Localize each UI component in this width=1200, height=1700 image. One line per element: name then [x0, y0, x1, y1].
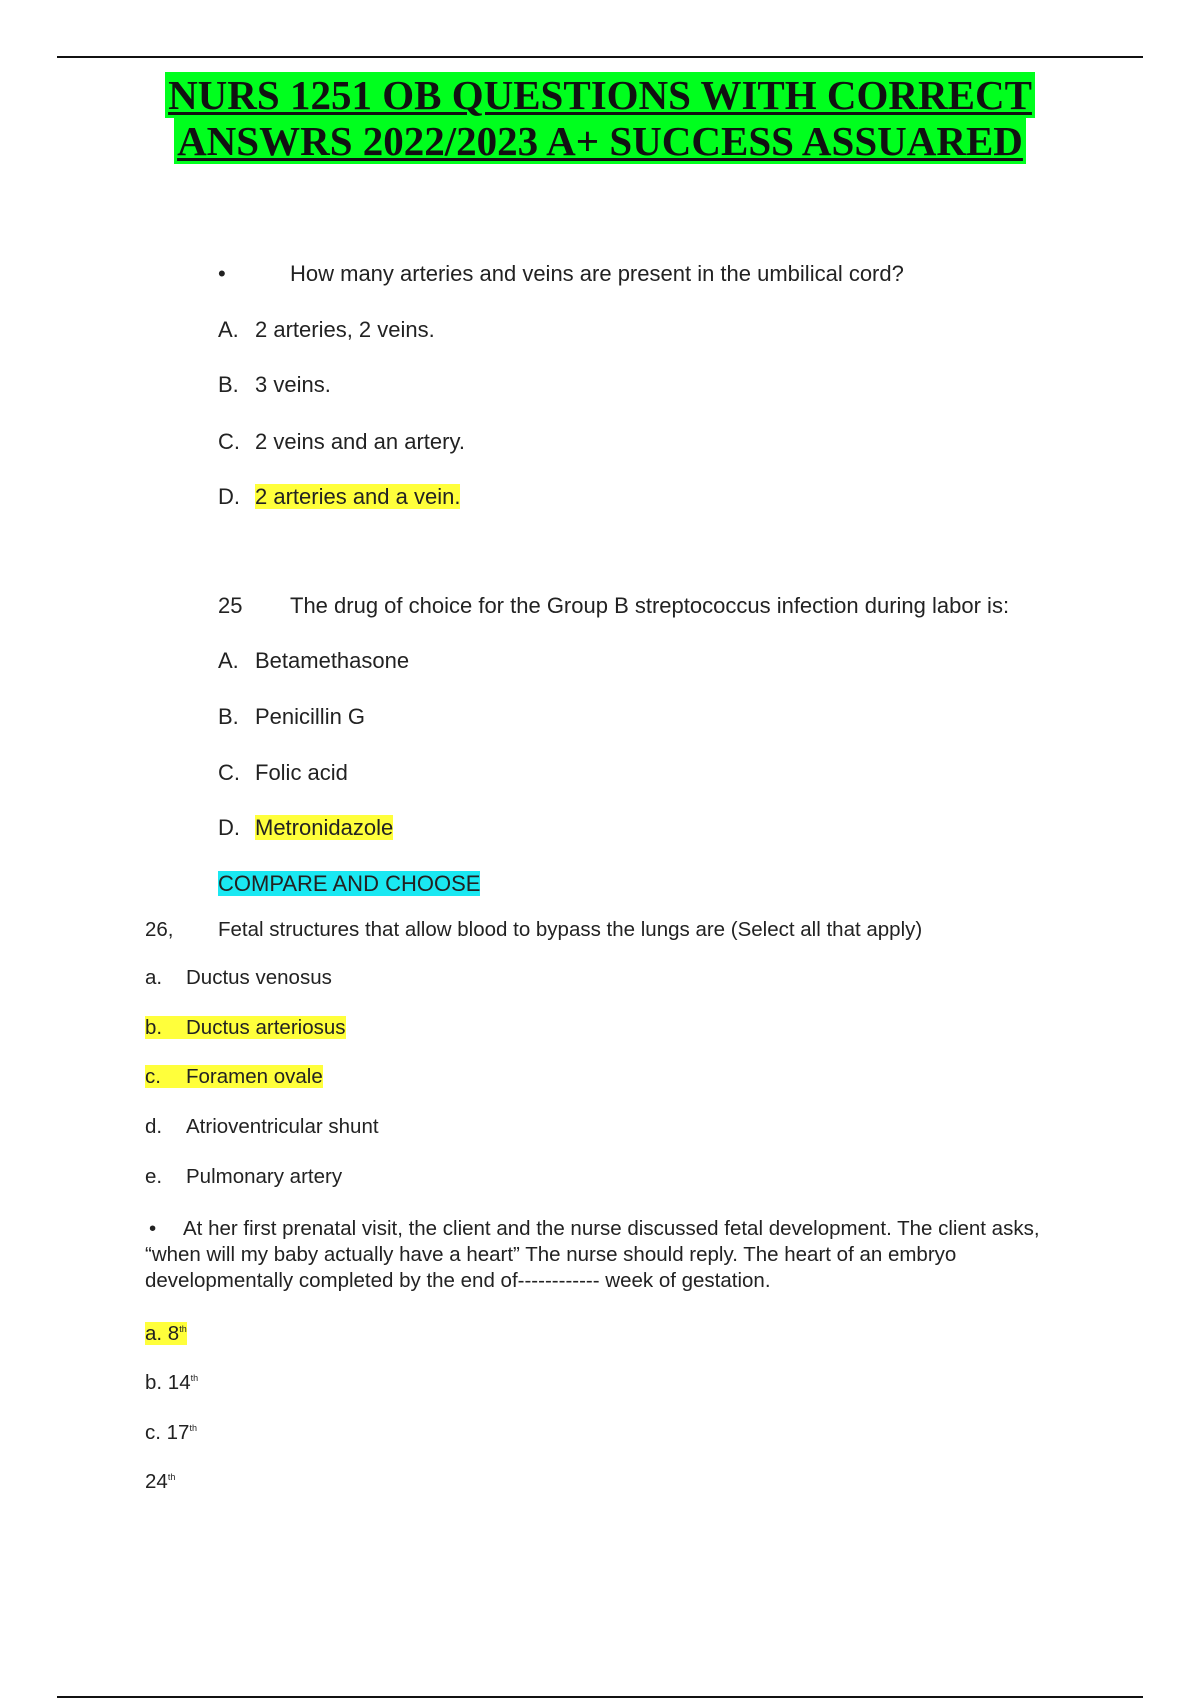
option-text: 2 veins and an artery. [255, 429, 465, 454]
option-text: Betamethasone [255, 648, 410, 673]
highlighted-answer: 2 arteries and a vein. [255, 484, 461, 509]
option-label: C. [218, 429, 240, 454]
highlighted-answer [145, 1016, 346, 1039]
option-label: b. [145, 1016, 163, 1039]
option-label: B. [218, 372, 239, 397]
option-text: a. 8 [145, 1321, 180, 1345]
highlighted-answer [145, 1322, 187, 1345]
highlighted-answer: Metronidazole [255, 815, 394, 840]
question-26-option-a [145, 965, 332, 991]
question-heart-option-a [145, 1316, 187, 1347]
page-title [0, 72, 1200, 164]
option-label: A. [218, 317, 239, 342]
option-text: Penicillin G [255, 704, 366, 729]
question-1 [218, 260, 904, 288]
question-25 [218, 592, 1009, 620]
question-26-text: Fetal structures that allow blood to bypass the lungs are (Select all that apply) [218, 918, 923, 941]
option-text: 2 arteries, 2 veins. [255, 317, 435, 342]
option-text: Atrioventricular shunt [186, 1115, 379, 1138]
question-heart-option-b [145, 1365, 198, 1396]
option-label: c. [145, 1065, 161, 1088]
option-label: B. [218, 704, 239, 729]
question-1-option-d [218, 483, 460, 511]
question-heart-marker: • [149, 1217, 157, 1240]
question-1-option-b [218, 371, 331, 399]
question-heart-text: At her first prenatal visit, the client and the nurse discussed fetal development. The client asks, “when will my baby actually have a heart” The nurse should reply. The heart of an embryo developmentally completed by the end of------------ week of gestation. [145, 1217, 1040, 1292]
question-25-option-d [218, 814, 393, 842]
option-label: D. [218, 484, 240, 509]
ordinal-suffix: th [189, 1423, 197, 1433]
option-text: b. 14 [145, 1370, 191, 1394]
question-25-text: The drug of choice for the Group B streptococcus infection during labor is: [290, 593, 1010, 618]
question-25-option-b [218, 703, 365, 731]
option-text: Folic acid [255, 760, 348, 785]
ordinal-suffix: th [190, 1373, 199, 1383]
ordinal-suffix: th [179, 1324, 187, 1334]
bottom-rule [57, 1696, 1143, 1698]
question-heart-option-c [145, 1415, 197, 1446]
question-1-option-a [218, 316, 435, 344]
section-heading [218, 870, 480, 898]
option-label: d. [145, 1115, 163, 1138]
question-25-marker: 25 [218, 593, 243, 618]
title-line-1: NURS 1251 OB QUESTIONS WITH CORRECT [165, 72, 1035, 118]
ordinal-suffix: th [167, 1472, 176, 1482]
question-26-option-c [145, 1064, 323, 1090]
question-1-option-c [218, 428, 465, 456]
question-heart-option-d [145, 1464, 175, 1495]
question-26-option-b [145, 1015, 346, 1041]
question-heart [145, 1216, 1095, 1294]
option-label: C. [218, 760, 240, 785]
option-text: 3 veins. [255, 372, 331, 397]
option-text: Pulmonary artery [186, 1165, 343, 1188]
option-label: a. [145, 966, 163, 989]
option-text: Foramen ovale [186, 1065, 323, 1088]
option-text: Ductus venosus [186, 966, 332, 989]
compare-and-choose-heading: COMPARE AND CHOOSE [218, 871, 481, 896]
option-text: c. 17 [145, 1420, 190, 1444]
option-label: D. [218, 815, 240, 840]
question-26 [145, 917, 922, 943]
question-26-option-d [145, 1114, 379, 1140]
question-26-marker: 26, [145, 918, 174, 941]
question-26-option-e [145, 1164, 342, 1190]
option-text: Ductus arteriosus [186, 1016, 346, 1039]
title-line-2: ANSWRS 2022/2023 A+ SUCCESS ASSUARED [174, 118, 1026, 164]
option-label: e. [145, 1165, 163, 1188]
option-text: 24 [145, 1469, 168, 1493]
highlighted-answer [145, 1065, 323, 1088]
question-1-text: How many arteries and veins are present in the umbilical cord? [290, 261, 904, 286]
question-25-option-c [218, 759, 348, 787]
question-25-option-a [218, 647, 409, 675]
top-rule [57, 56, 1143, 58]
question-1-marker: • [218, 261, 226, 286]
option-label: A. [218, 648, 239, 673]
